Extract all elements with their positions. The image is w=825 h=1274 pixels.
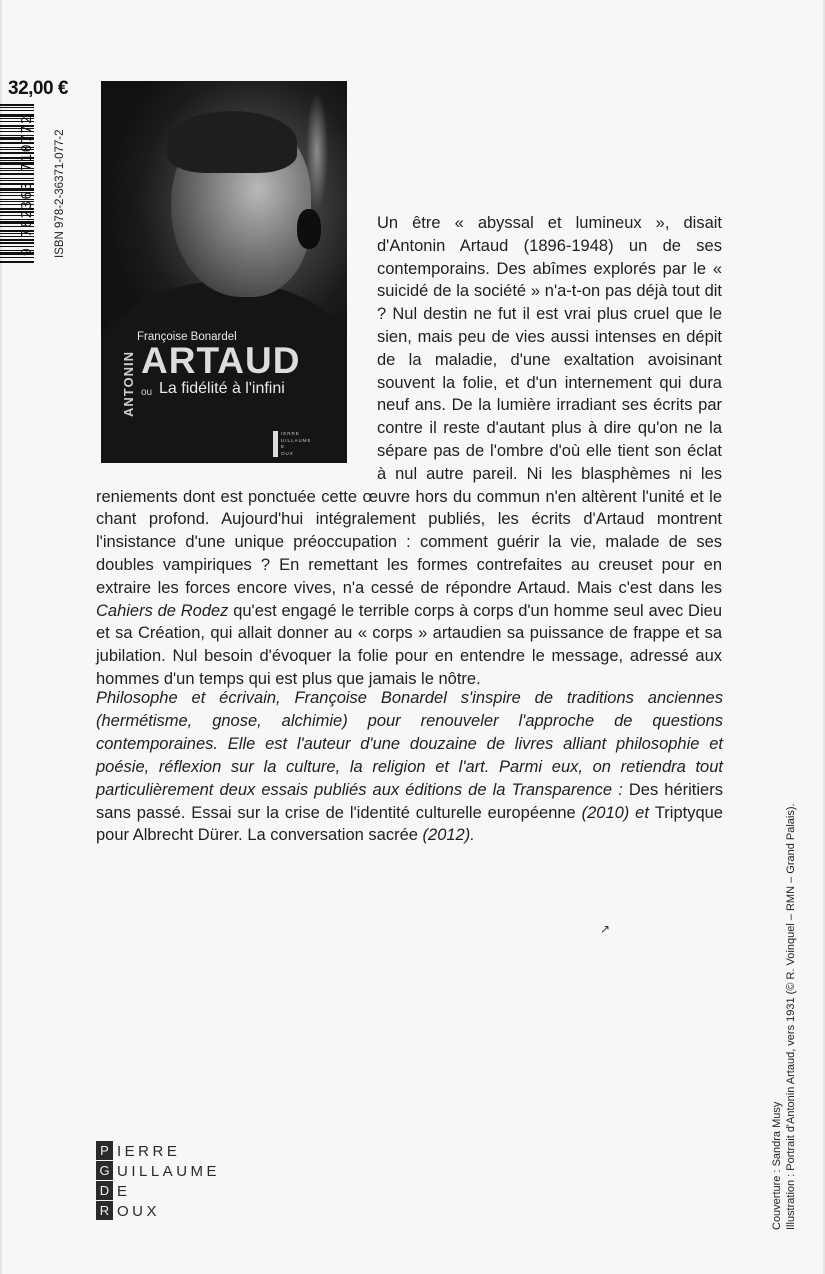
publisher-logo-row <box>96 1161 220 1181</box>
barcode-stripe <box>0 261 34 263</box>
publisher-word: OUX <box>117 1202 161 1220</box>
credit-illustration: Illustration : Portrait d'Antonin Artaud, vers 1931 (© R. Voinquel – RMN – Grand Palais). <box>785 803 797 1230</box>
barcode-stripe <box>0 257 34 258</box>
cover-first-name: ANTONIN <box>121 351 136 417</box>
barcode-block <box>0 100 86 268</box>
cover-author: Françoise Bonardel <box>137 331 237 343</box>
publisher-logo <box>96 1141 220 1221</box>
bio-year-1: (2010) et <box>581 803 649 822</box>
cover-hair <box>167 111 297 173</box>
bio-book-title-2: Triptyque pour Albrecht Dürer. La conversation sacrée <box>96 803 723 845</box>
publisher-logo-row <box>96 1201 220 1221</box>
blurb <box>96 212 722 691</box>
blurb-italic-title: Cahiers de Rodez <box>96 601 229 620</box>
publisher-logo-row <box>96 1141 220 1161</box>
bio-text: Philosophe et écrivain, Françoise Bonardel s'inspire de traditions anciennes (hermétisme, gnose, alchimie) pour renouveler l'approche de questions contemporaines. Elle est l'auteur d'une douzaine de livres alliant philosophie et poésie, réflexion sur la culture, la religion et l'art. Parmi eux, on retiendra tout particulièrement deux essais publiés aux éditions de la Transparence : <box>96 689 723 799</box>
author-bio <box>96 687 723 847</box>
blurb-text: Un être « abyssal et lumineux », disait d'Antonin Artaud (1896-1948) un de ses contemporains. Des abîmes explorés par le « suicidé de la société » n'a-t-on pas déjà tout dit ? Nul destin ne fut il est vrai plus cruel que le sien, mais peu de vies aussi intenses en dépit de la maladie, d'une exaltation avoisinant souvent la folie, et d'un internement qui dura neuf ans. De la lumière irradiant ses écrits par contre il reste d'autant plus à dire qu'on ne la sépare pas de l'ombre d'où elle tient son éclat à nul autre pareil. Ni les blasphèmes ni les reniements dont est ponctuée cette œuvre hors du commun n'en altèrent l'unité et le chant profond. Aujourd'hui intégralement publiés, les écrits d'Artaud montrent l'insistance d'une unique préoccupation : comment guérir la vie, malade de ses doubles vampiriques ? En remettant les formes contrefaites au creuset pour en extraire les forces encore vives, n'a cessé de répondre Artaud. Mais c'est dans les <box>96 214 722 597</box>
publisher-initial: G <box>96 1161 113 1180</box>
cover-logo-line: E <box>281 444 286 449</box>
publisher-word: UILLAUME <box>117 1162 221 1180</box>
cover-logo-line: OUX <box>281 450 294 456</box>
isbn: ISBN 978-2-36371-077-2 <box>54 129 66 258</box>
credit-cover: Couverture : Sandra Musy <box>771 1101 783 1230</box>
cover-logo-line: UILLAUME <box>281 437 312 443</box>
cover-subtitle: La fidélité à l'infini <box>159 380 285 397</box>
bio-book-title-1: Des héritiers sans passé. Essai sur la crise de l'identité culturelle européenne <box>96 780 723 822</box>
publisher-initial: D <box>96 1181 113 1200</box>
publisher-word: IERRE <box>117 1142 181 1160</box>
bio-year-2: (2012). <box>422 826 475 845</box>
publisher-initial: R <box>96 1201 113 1220</box>
cover-title: ARTAUD <box>141 340 301 381</box>
credits <box>770 770 798 1230</box>
publisher-word: E <box>117 1182 131 1200</box>
cover-ou: ou <box>141 387 153 398</box>
cover-logo-line: IERRE <box>281 431 300 436</box>
blurb-text-end: qu'est engagé le terrible corps à corps d'un homme seul avec Dieu et sa Création, qui allait donner au « corps » artaudien sa puissance de frappe et sa jubilation. Nul besoin d'évoquer la folie pour en entendre le message, adressé aux hommes d'un temps qui est plus que jamais le nôtre. <box>96 601 722 688</box>
price: 32,00 € <box>8 78 68 99</box>
publisher-initial: P <box>96 1141 113 1160</box>
publisher-logo-row <box>96 1181 220 1201</box>
barcode-digits: 9 782363 710772 <box>20 114 35 256</box>
stray-mark: ↗ <box>600 922 611 936</box>
